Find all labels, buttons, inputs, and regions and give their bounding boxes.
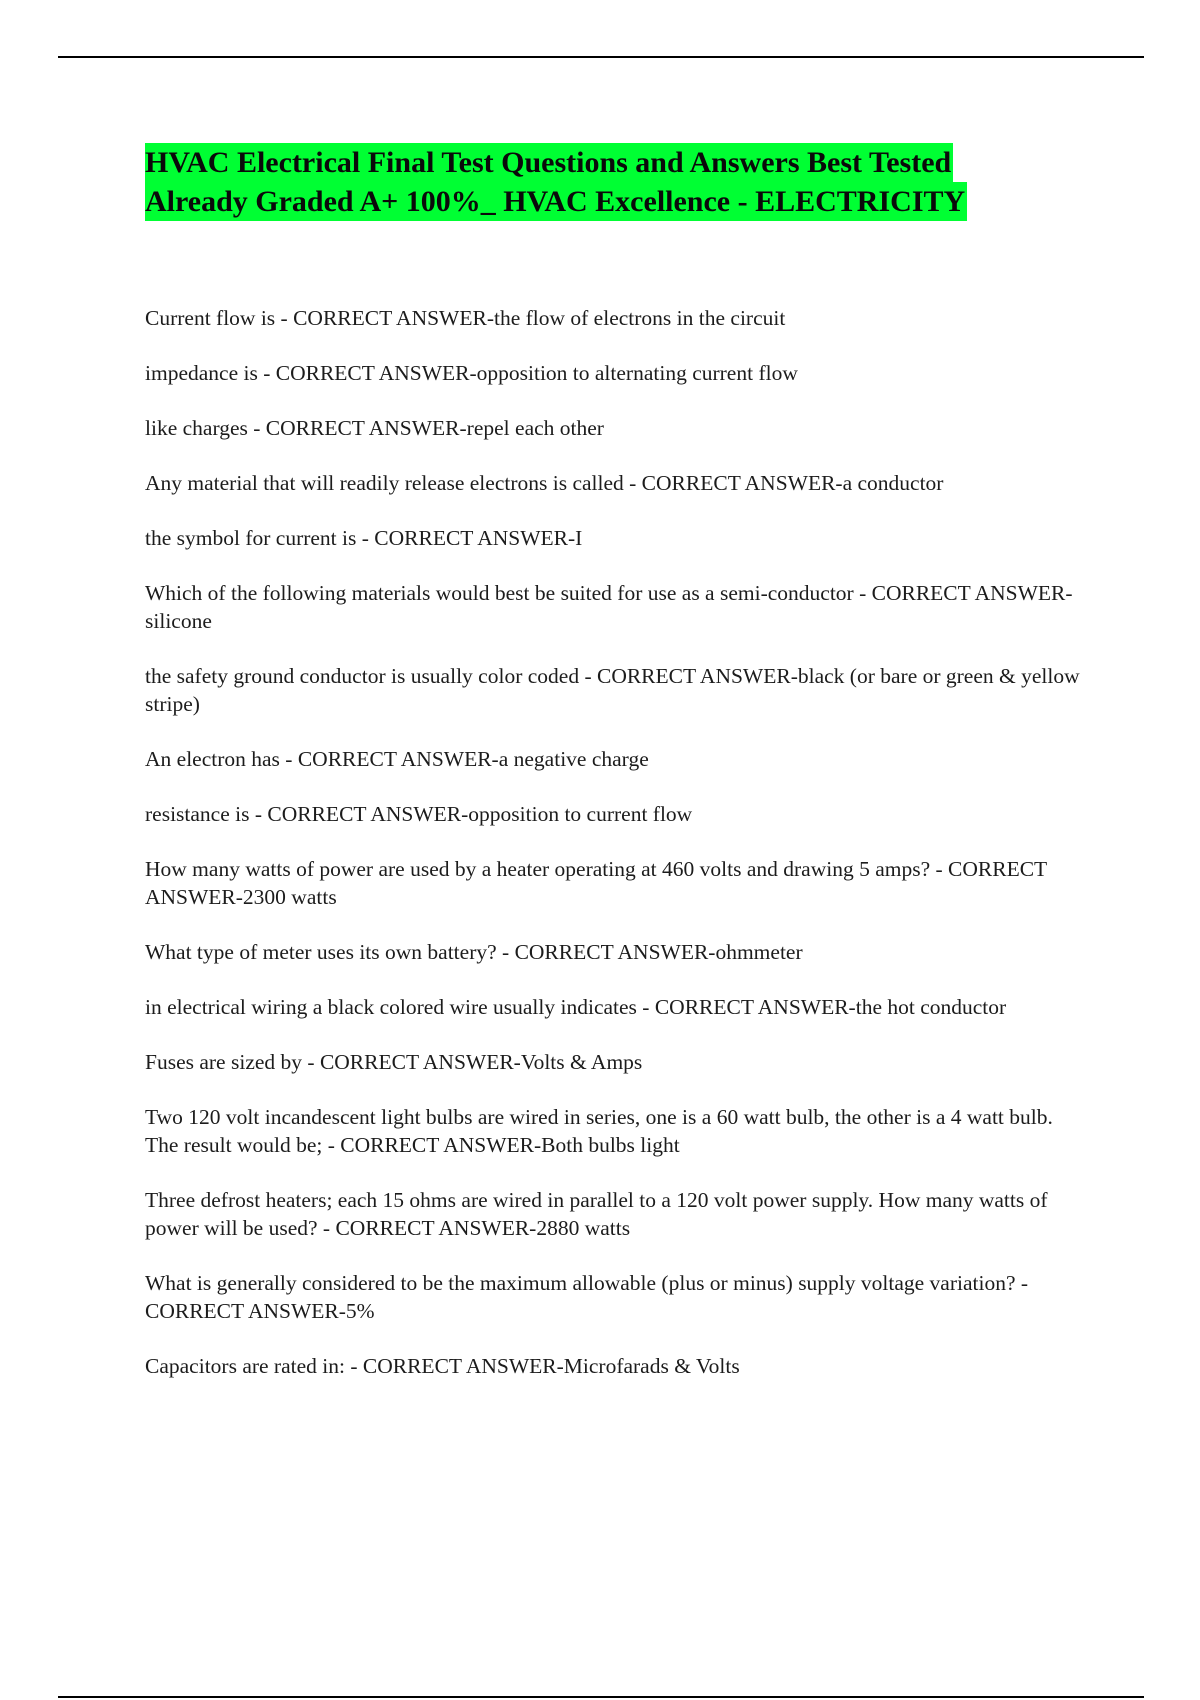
qa-item: An electron has - CORRECT ANSWER-a negative charge [145, 747, 649, 771]
qa-list [145, 304, 1085, 1407]
qa-item: the safety ground conductor is usually color coded - CORRECT ANSWER-black (or bare or green & yellow stripe) [145, 664, 1080, 716]
qa-item: Current flow is - CORRECT ANSWER-the flow of electrons in the circuit [145, 306, 786, 330]
qa-item: Capacitors are rated in: - CORRECT ANSWER-Microfarads & Volts [145, 1354, 740, 1378]
title-line-2: Already Graded A+ 100%_ HVAC Excellence - ELECTRICITY [145, 182, 967, 221]
qa-item: What type of meter uses its own battery? - CORRECT ANSWER-ohmmeter [145, 940, 803, 964]
document-title [145, 143, 1045, 221]
qa-item: Fuses are sized by - CORRECT ANSWER-Volts & Amps [145, 1050, 643, 1074]
title-line-1: HVAC Electrical Final Test Questions and Answers Best Tested [145, 143, 953, 182]
qa-item: impedance is - CORRECT ANSWER-opposition to alternating current flow [145, 361, 798, 385]
qa-item: the symbol for current is - CORRECT ANSWER-I [145, 526, 583, 550]
qa-item: like charges - CORRECT ANSWER-repel each other [145, 416, 604, 440]
bottom-rule [58, 1696, 1144, 1698]
qa-item: Two 120 volt incandescent light bulbs are wired in series, one is a 60 watt bulb, the other is a 4 watt bulb. The result would be; - CORRECT ANSWER-Both bulbs light [145, 1105, 1053, 1157]
top-rule [58, 56, 1144, 58]
qa-item: Which of the following materials would best be suited for use as a semi-conductor - CORRECT ANSWER-silicone [145, 581, 1073, 633]
qa-item: Any material that will readily release electrons is called - CORRECT ANSWER-a conductor [145, 471, 944, 495]
qa-item: How many watts of power are used by a heater operating at 460 volts and drawing 5 amps? - CORRECT ANSWER-2300 watts [145, 857, 1047, 909]
qa-item: resistance is - CORRECT ANSWER-opposition to current flow [145, 802, 693, 826]
qa-item: What is generally considered to be the maximum allowable (plus or minus) supply voltage variation? - CORRECT ANSWER-5% [145, 1271, 1029, 1323]
qa-item: Three defrost heaters; each 15 ohms are wired in parallel to a 120 volt power supply. How many watts of power will be used? - CORRECT ANSWER-2880 watts [145, 1188, 1048, 1240]
qa-item: in electrical wiring a black colored wire usually indicates - CORRECT ANSWER-the hot conductor [145, 995, 1007, 1019]
